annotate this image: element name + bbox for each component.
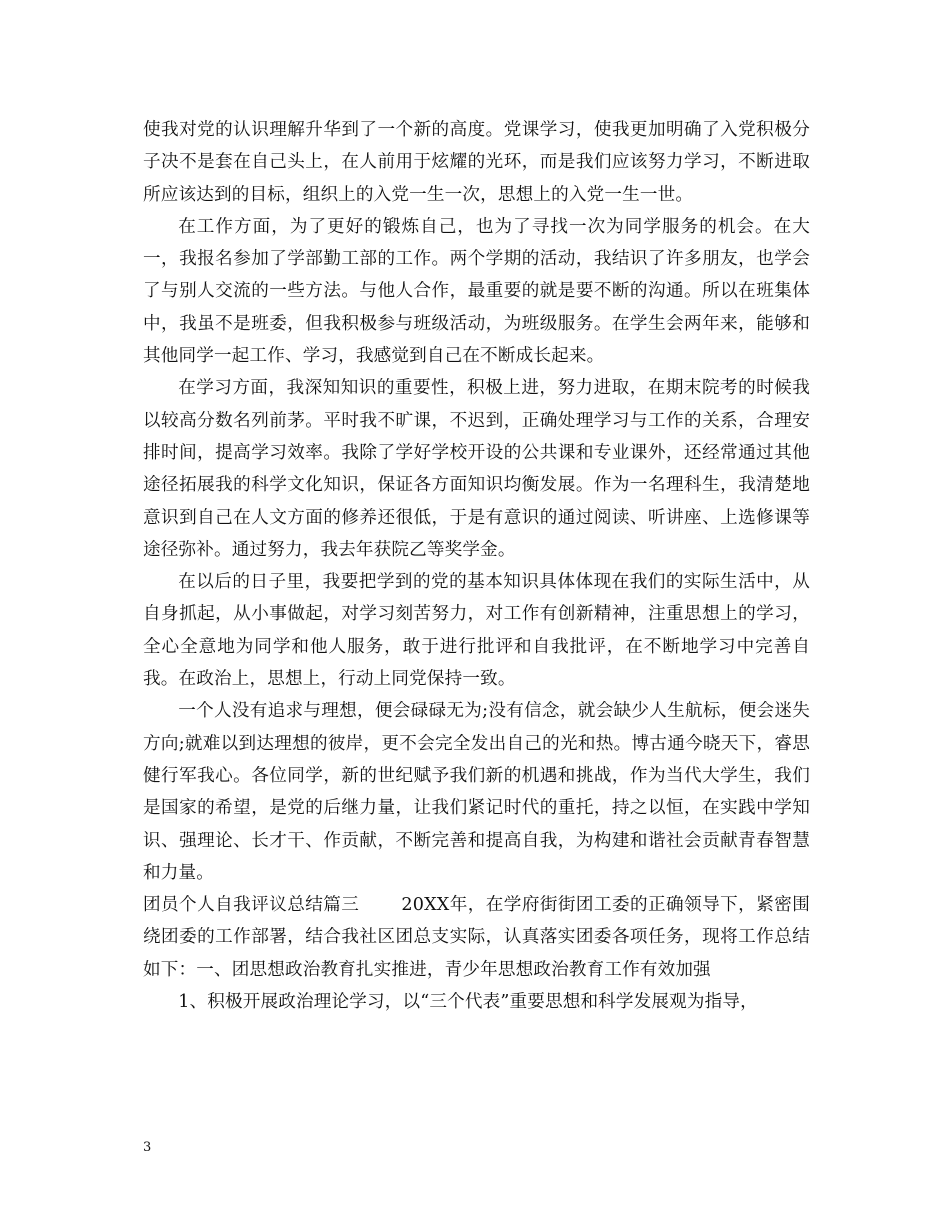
paragraph-4: 在以后的日子里，我要把学到的党的基本知识具体体现在我们的实际生活中，从自身抓起，从小事做起，对学习刻苦努力，对工作有创新精神，注重思想上的学习，全心全意地为同学和他人服务，敢于进行批评和自我批评，在不断地学习中完善自我。在政治上，思想上，行动上同党保持一致。	[143, 572, 810, 690]
paragraph-1: 使我对党的认识理解升华到了一个新的高度。党课学习，使我更加明确了入党积极分子决不是套在自己头上，在人前用于炫耀的光环，而是我们应该努力学习，不断进取所应该达到的目标，组织上的入党一生一次，思想上的入党一生一世。	[143, 120, 810, 205]
paragraph-2: 在工作方面，为了更好的锻炼自己，也为了寻找一次为同学服务的机会。在大一，我报名参加了学部勤工部的工作。两个学期的活动，我结识了许多朋友，也学会了与别人交流的一些方法。与他人合作，最重要的就是要不断的沟通。所以在班集体中，我虽不是班委，但我积极参与班级活动，为班级服务。在学生会两年来，能够和其他同学一起工作、学习，我感觉到自己在不断成长起来。	[143, 216, 810, 367]
body-text	[143, 114, 810, 1018]
paragraph-5: 一个人没有追求与理想，便会碌碌无为;没有信念，就会缺少人生航标，便会迷失方向;就难以到达理想的彼岸，更不会完全发出自己的光和热。博古通今晓天下，睿思健行军我心。各位同学，新的世纪赋予我们新的机遇和挑战，作为当代大学生，我们是国家的希望，是党的后继力量，让我们紧记时代的重托，持之以恒，在实践中学知识、强理论、长才干、作贡献，不断完善和提高自我，为构建和谐社会贡献青春智慧和力量。	[143, 701, 810, 883]
paragraph-3: 在学习方面，我深知知识的重要性，积极上进，努力进取，在期末院考的时候我以较高分数名列前茅。平时我不旷课，不迟到，正确处理学习与工作的关系，合理安排时间，提高学习效率。我除了学好学校开设的公共课和专业课外，还经常通过其他途径拓展我的科学文化知识，保证各方面知识均衡发展。作为一名理科生，我清楚地意识到自己在人文方面的修养还很低，于是有意识的通过阅读、听讲座、上选修课等途径弥补。通过努力，我去年获院乙等奖学金。	[143, 378, 810, 560]
page-number: 3	[143, 1140, 152, 1155]
paragraph-7: 1、积极开展政治理论学习，以“三个代表”重要思想和科学发展观为指导，	[178, 992, 758, 1013]
paragraph-6: 团员个人自我评议总结篇三 20XX年，在学府街街团工委的正确领导下，紧密围绕团委的工作部署，结合我社区团总支实际，认真落实团委各项任务，现将工作总结如下：一、团思想政治教育扎实推进，青少年思想政治教育工作有效加强	[143, 895, 810, 980]
